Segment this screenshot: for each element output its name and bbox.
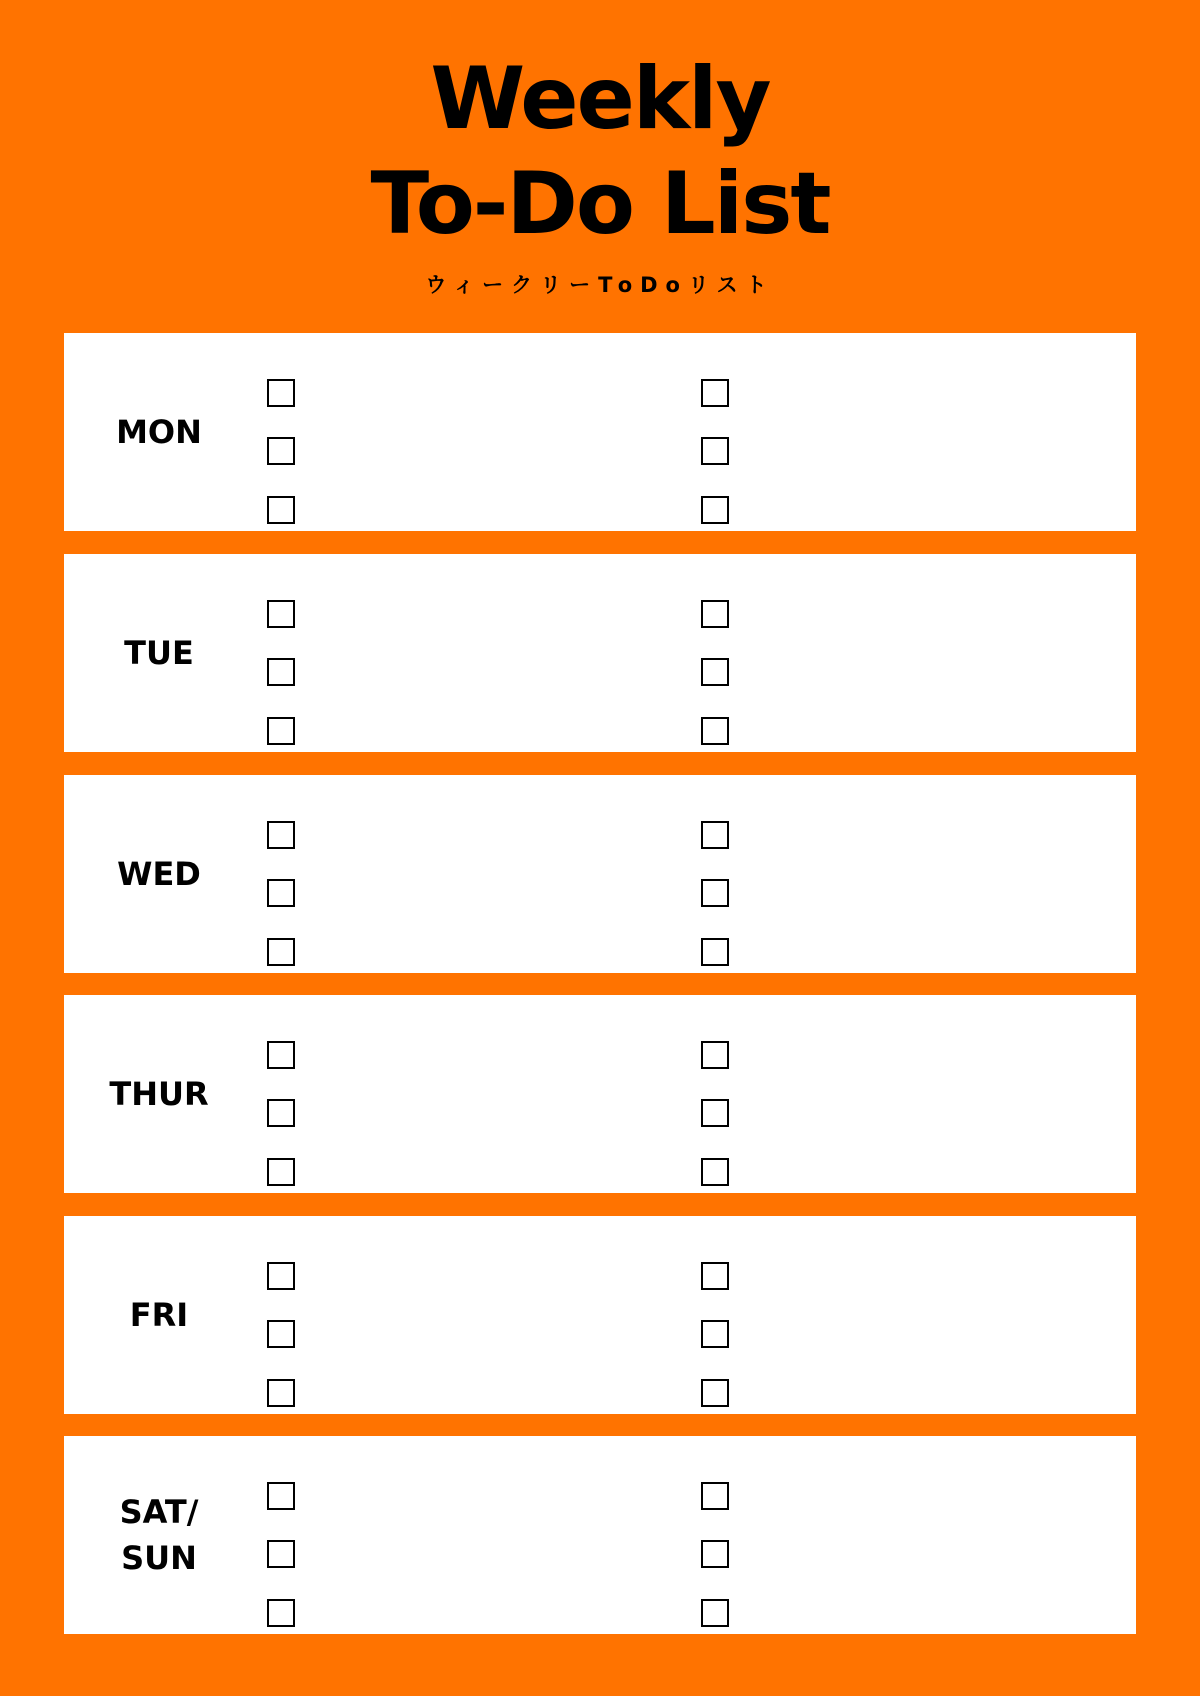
task-checkbox[interactable] [267, 379, 295, 407]
task-checkbox[interactable] [267, 879, 295, 907]
task-checkbox[interactable] [267, 1482, 295, 1510]
task-checkbox[interactable] [701, 879, 729, 907]
task-checkbox[interactable] [267, 1540, 295, 1568]
task-checkbox[interactable] [267, 600, 295, 628]
task-checkbox[interactable] [701, 1379, 729, 1407]
task-checkbox[interactable] [267, 1599, 295, 1627]
day-card-wed [64, 775, 1136, 973]
task-checkbox[interactable] [701, 1482, 729, 1510]
day-label: SAT/ SUN [119, 1493, 199, 1577]
task-checkbox[interactable] [267, 1158, 295, 1186]
subtitle-japanese: ウィークリーToDoリスト [425, 273, 775, 297]
task-checkbox[interactable] [267, 717, 295, 745]
day-label: WED [117, 855, 201, 893]
task-checkbox[interactable] [267, 1099, 295, 1127]
task-checkbox[interactable] [267, 821, 295, 849]
task-checkbox[interactable] [701, 1099, 729, 1127]
task-checkbox[interactable] [701, 496, 729, 524]
task-checkbox[interactable] [701, 1158, 729, 1186]
task-checkbox[interactable] [701, 1320, 729, 1348]
task-checkbox[interactable] [701, 437, 729, 465]
task-checkbox[interactable] [701, 1041, 729, 1069]
title-line-todo-list: To-Do List [370, 154, 830, 254]
task-checkbox[interactable] [701, 1599, 729, 1627]
day-card-sat-sun [64, 1436, 1136, 1634]
task-checkbox[interactable] [701, 1540, 729, 1568]
task-checkbox[interactable] [267, 1041, 295, 1069]
day-card-fri [64, 1216, 1136, 1414]
task-checkbox[interactable] [701, 1262, 729, 1290]
task-checkbox[interactable] [701, 717, 729, 745]
day-card-thur [64, 995, 1136, 1193]
task-checkbox[interactable] [701, 600, 729, 628]
day-label: FRI [129, 1296, 189, 1334]
task-checkbox[interactable] [267, 938, 295, 966]
day-label: THUR [109, 1075, 209, 1113]
task-checkbox[interactable] [267, 496, 295, 524]
day-label: MON [116, 413, 202, 451]
task-checkbox[interactable] [701, 379, 729, 407]
task-checkbox[interactable] [701, 938, 729, 966]
day-card-mon [64, 333, 1136, 531]
day-label: TUE [124, 634, 194, 672]
title-line-weekly: Weekly [430, 49, 770, 149]
task-checkbox[interactable] [267, 1379, 295, 1407]
task-checkbox[interactable] [701, 658, 729, 686]
day-card-tue [64, 554, 1136, 752]
task-checkbox[interactable] [701, 821, 729, 849]
task-checkbox[interactable] [267, 658, 295, 686]
task-checkbox[interactable] [267, 1320, 295, 1348]
task-checkbox[interactable] [267, 1262, 295, 1290]
task-checkbox[interactable] [267, 437, 295, 465]
